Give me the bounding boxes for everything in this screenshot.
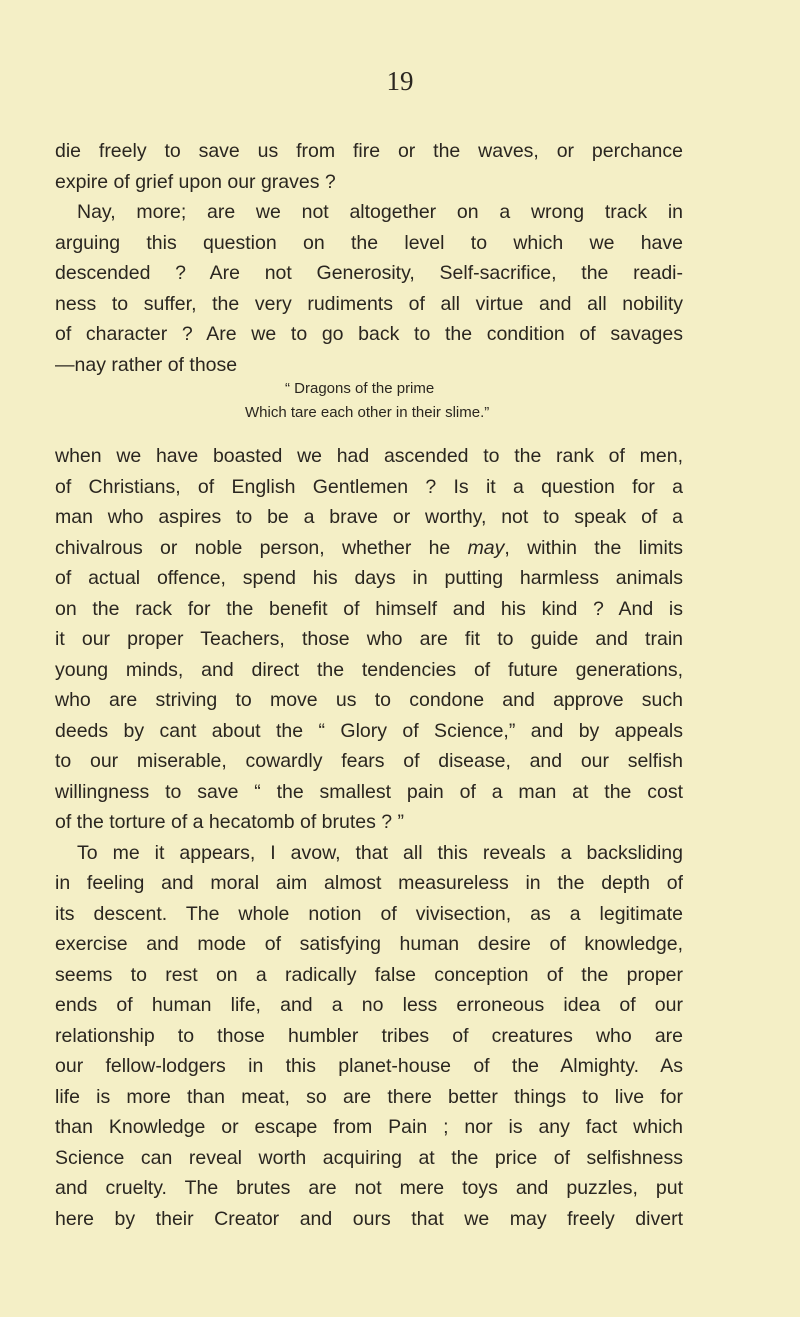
text-line: life is more than meat, so are there better things to live for	[55, 1085, 683, 1108]
text-line: relationship to those humbler tribes of creatures who are	[55, 1024, 683, 1047]
text-line: seems to rest on a radically false conception of the proper	[55, 963, 683, 986]
text-line: ends of human life, and a no less erroneous idea of our	[55, 994, 683, 1016]
text-line: ness to suffer, the very rudiments of all virtue and all nobility	[55, 292, 683, 315]
text-line: and cruelty. The brutes are not mere toys and puzzles, put	[55, 1177, 683, 1199]
text-line: here by their Creator and ours that we may freely divert	[55, 1207, 683, 1230]
text-line: exercise and mode of satisfying human desire of knowledge,	[55, 933, 683, 955]
text-line: die freely to save us from fire or the waves, or perchance	[55, 140, 683, 162]
text-line: willingness to save “ the smallest pain of a man at the cost	[55, 780, 683, 803]
text-line	[55, 533, 683, 564]
text-line: who are striving to move us to condone and approve such	[55, 689, 683, 711]
text-line: it our proper Teachers, those who are fit to guide and train	[55, 628, 683, 650]
text-line: expire of grief upon our graves ?	[55, 170, 336, 193]
text-segment: , within the limits	[504, 536, 683, 559]
text-line: on the rack for the benefit of himself and his kind ? And is	[55, 597, 683, 620]
text-line: man who aspires to be a brave or worthy, not to speak of a	[55, 506, 683, 528]
text-line: arguing this question on the level to which we have	[55, 231, 683, 254]
text-line: deeds by cant about the “ Glory of Science,” and by appeals	[55, 719, 683, 742]
quote-line: “ Dragons of the prime	[285, 380, 435, 397]
text-line: young minds, and direct the tendencies of future generations,	[55, 658, 683, 681]
text-line: of character ? Are we to go back to the condition of savages	[55, 323, 683, 345]
text-line: —nay rather of those	[55, 353, 238, 376]
text-line: of actual offence, spend his days in putting harmless animals	[55, 567, 683, 589]
text-line: To me it appears, I avow, that all this reveals a backsliding	[77, 841, 683, 864]
text-line: its descent. The whole notion of vivisection, as a legitimate	[55, 902, 683, 925]
text-line: of Christians, of English Gentlemen ? Is it a question for a	[55, 475, 683, 498]
text-line: in feeling and moral aim almost measureless in the depth of	[55, 872, 683, 894]
quote-line: Which tare each other in their slime.”	[245, 404, 490, 421]
text-line: Science can reveal worth acquiring at the price of selfishness	[55, 1146, 683, 1169]
text-line: to our miserable, cowardly fears of disease, and our selfish	[55, 750, 683, 772]
verse-quote	[0, 377, 800, 425]
text-line: our fellow-lodgers in this planet-house of the Almighty. As	[55, 1055, 683, 1077]
paragraph-block-2	[55, 441, 683, 1234]
text-line: of the torture of a hecatomb of brutes ? ”	[55, 811, 405, 833]
text-line: Nay, more; are we not altogether on a wrong track in	[77, 201, 683, 223]
text-line: when we have boasted we had ascended to the rank of men,	[55, 445, 683, 467]
italic-word: may	[467, 536, 505, 559]
text-line: descended ? Are not Generosity, Self-sacrifice, the readi-	[55, 262, 683, 284]
text-segment: chivalrous or noble person, whether he	[55, 536, 451, 559]
page-number: 19	[386, 66, 414, 96]
paragraph-block-1	[55, 136, 683, 380]
text-line: than Knowledge or escape from Pain ; nor is any fact which	[55, 1116, 683, 1138]
